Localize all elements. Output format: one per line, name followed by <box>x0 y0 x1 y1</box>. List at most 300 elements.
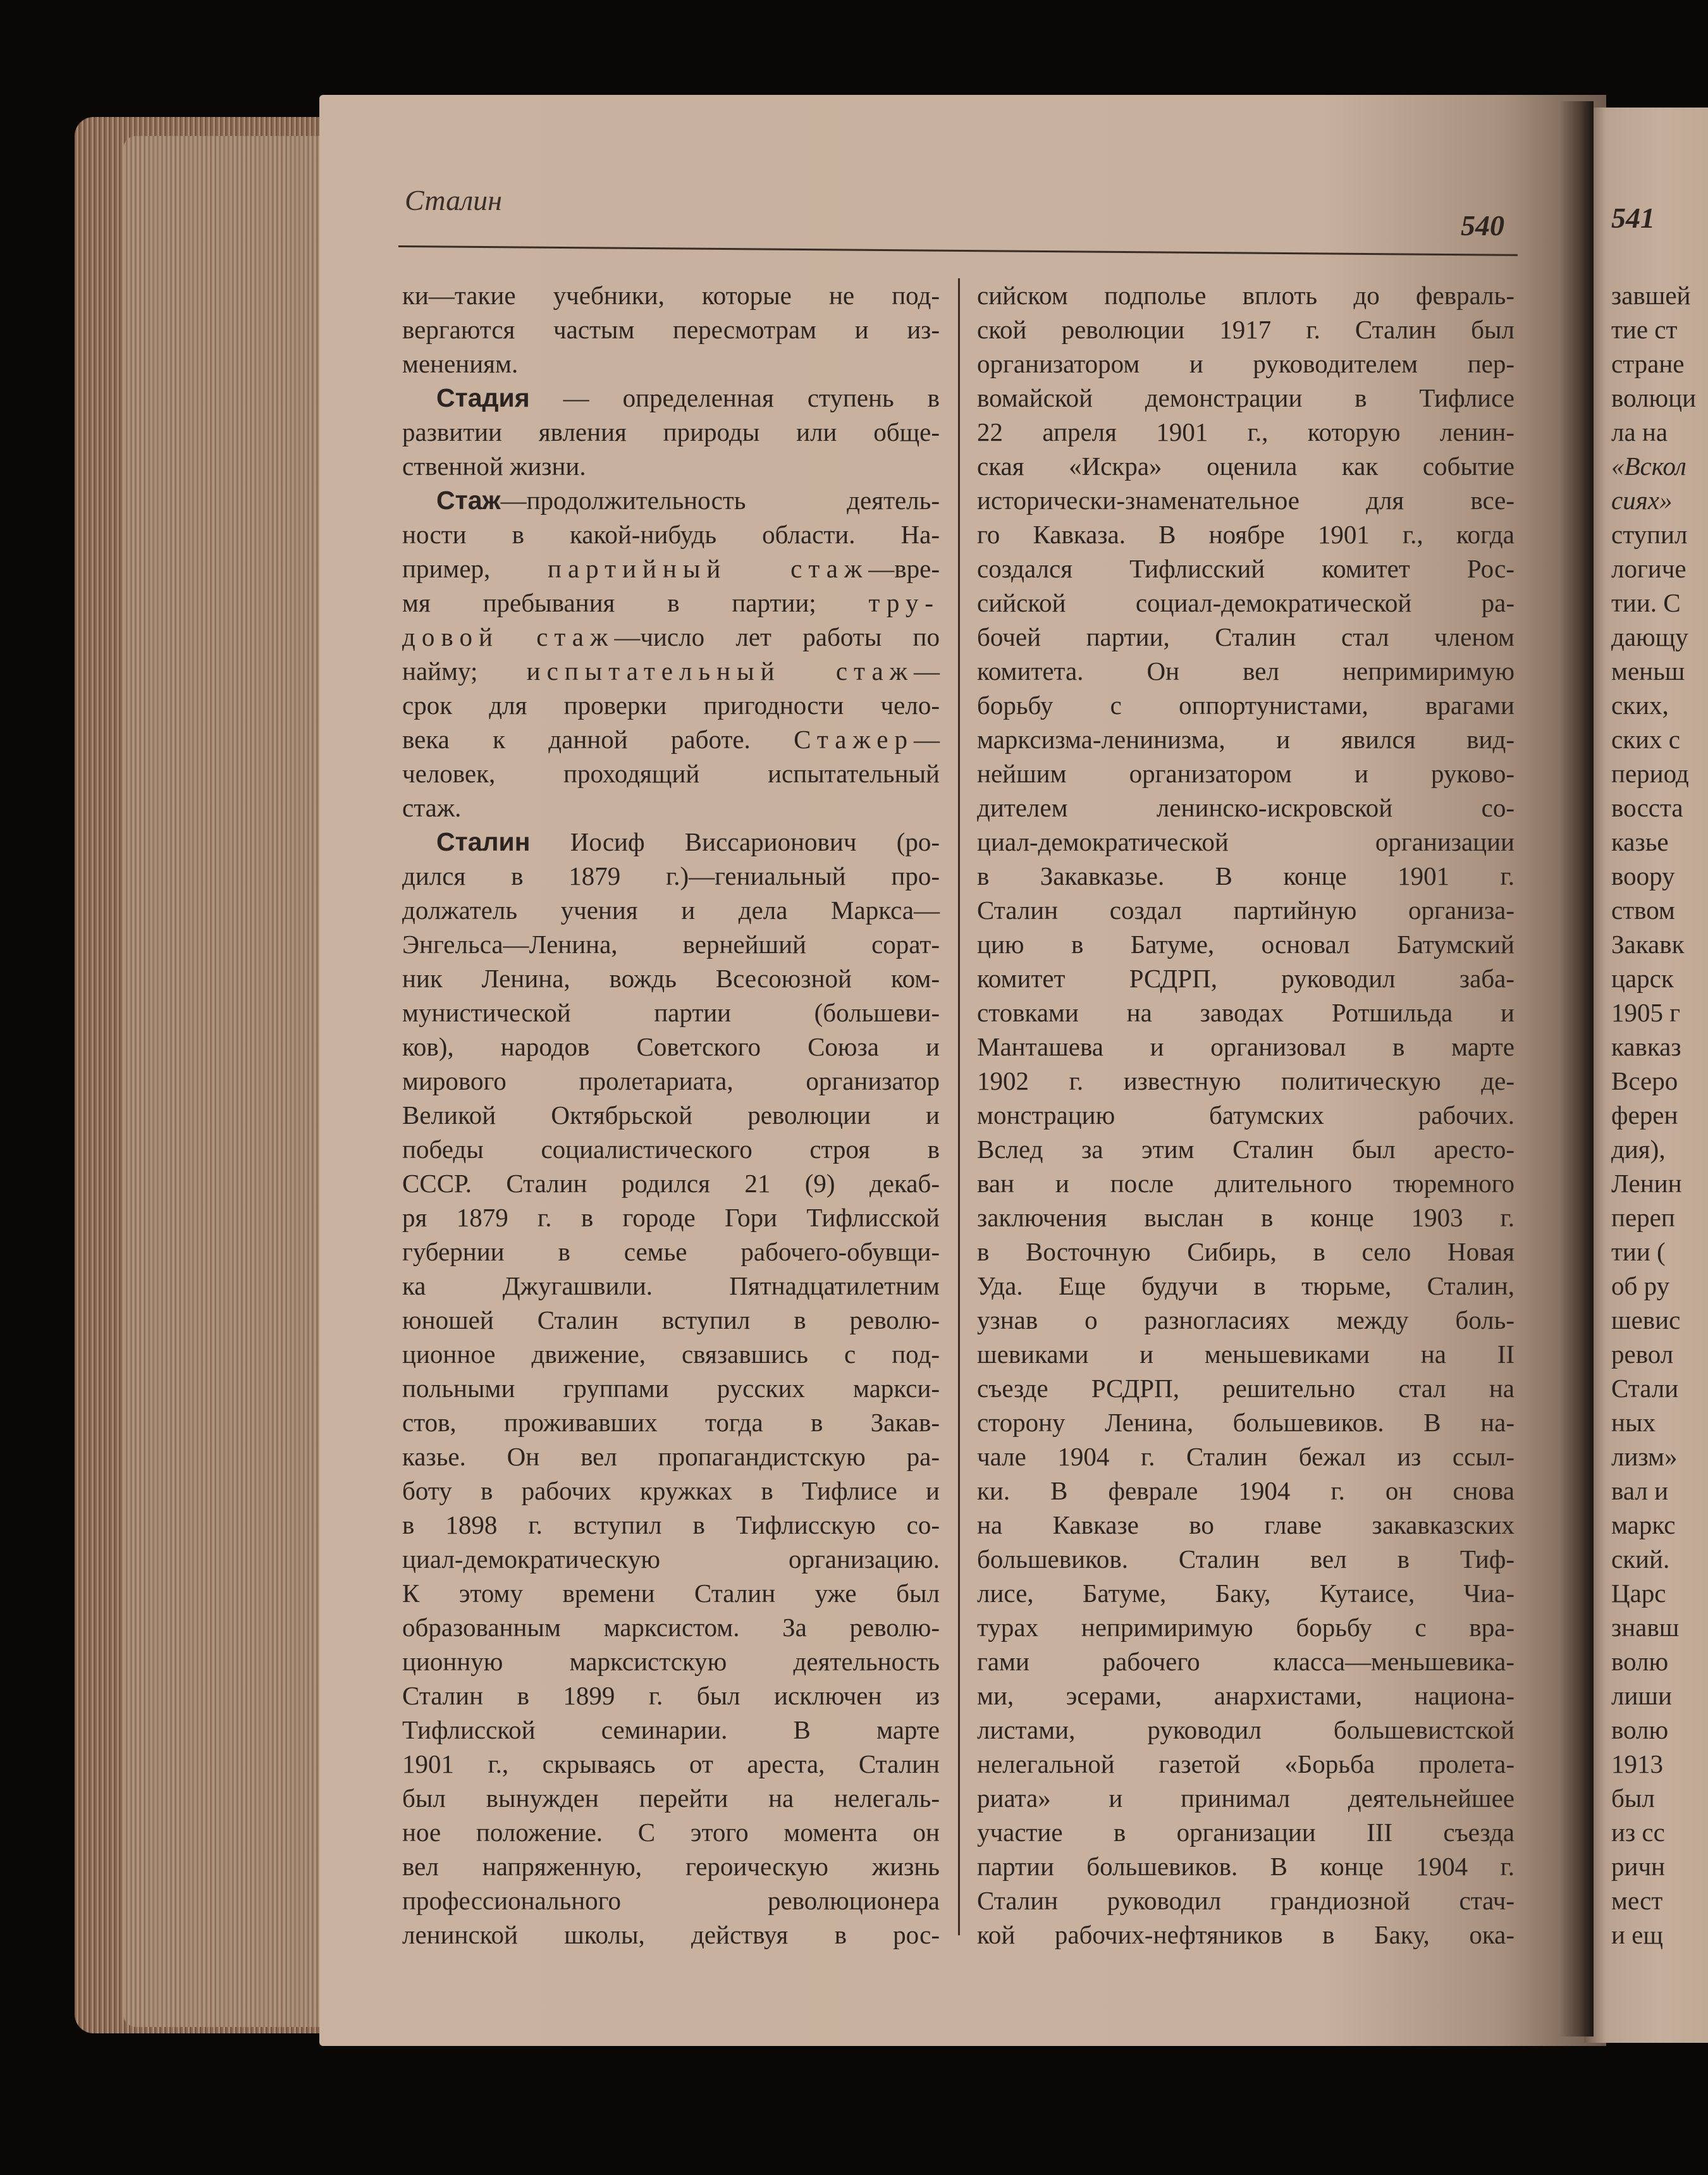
text-line <box>1611 1542 1706 1576</box>
column-rule <box>958 278 960 1935</box>
text-line <box>1611 517 1706 551</box>
text-line <box>402 859 940 893</box>
spaced-emphasis: Стажер <box>794 725 914 754</box>
line-text: ферен <box>1611 1100 1678 1130</box>
line-text: мя пребывания в партии; <box>402 588 869 617</box>
line-text: —вре- <box>868 554 940 583</box>
text-line <box>1611 1918 1706 1952</box>
line-text: риата» и принимал деятельнейшее <box>977 1784 1514 1813</box>
text-line <box>402 1371 940 1405</box>
line-text: ская «Искра» оценила как событие <box>977 452 1514 481</box>
text-line <box>977 1371 1514 1405</box>
line-text: в Закавказье. В конце 1901 г. <box>977 861 1514 890</box>
text-line <box>1611 381 1706 415</box>
text-line <box>977 961 1514 995</box>
text-line <box>402 756 940 791</box>
line-text: организатором и руководителем пер- <box>977 349 1514 378</box>
line-text: лизм» <box>1611 1442 1678 1471</box>
line-text: кой рабочих-нефтяников в Баку, ока- <box>977 1920 1514 1949</box>
line-text: съезде РСДРП, решительно стал на <box>977 1374 1514 1403</box>
line-text: на Кавказе во главе закавказских <box>977 1510 1514 1539</box>
line-text: Ленин <box>1611 1169 1682 1198</box>
line-text: сийском подполье вплоть до февраль- <box>977 281 1514 310</box>
line-text: ленинской школы, действуя в рос- <box>402 1920 940 1949</box>
text-line <box>402 483 940 517</box>
line-text: в 1898 г. вступил в Тифлисскую со- <box>402 1510 940 1539</box>
line-text: вомайской демонстрации в Тифлисе <box>977 383 1514 412</box>
line-text: создался Тифлисский комитет Рос- <box>977 554 1514 583</box>
text-line <box>402 1405 940 1439</box>
text-line <box>1611 1679 1706 1713</box>
line-text: волю <box>1611 1715 1669 1744</box>
line-text: партии большевиков. В конце 1904 г. <box>977 1852 1514 1881</box>
line-text: стовками на заводах Ротшильда и <box>977 998 1514 1027</box>
text-line <box>402 1713 940 1747</box>
line-text: нелегальной газетой «Борьба пролета- <box>977 1749 1514 1778</box>
text-line <box>1611 893 1706 927</box>
line-text: узнав о разногласиях между боль- <box>977 1305 1514 1334</box>
text-line <box>402 1098 940 1132</box>
text-line <box>977 1918 1514 1952</box>
text-line <box>402 1679 940 1713</box>
text-line <box>977 1405 1514 1439</box>
line-text: чале 1904 г. Сталин бежал из ссыл- <box>977 1442 1514 1471</box>
line-text: Сталин руководил грандиозной стач- <box>977 1886 1514 1915</box>
text-line <box>977 1644 1514 1679</box>
text-line <box>402 1439 940 1474</box>
entry-headword: Стадия <box>436 383 530 412</box>
text-line <box>977 586 1514 620</box>
line-text: комитета. Он вел непримиримую <box>977 656 1514 686</box>
text-line <box>977 1610 1514 1644</box>
line-text: ник Ленина, вождь Всесоюзной ком- <box>402 964 940 993</box>
text-line <box>402 1200 940 1235</box>
text-line <box>1611 1030 1706 1064</box>
line-text: мест <box>1611 1886 1663 1915</box>
text-line <box>977 1508 1514 1542</box>
line-text: Закавк <box>1611 930 1685 959</box>
line-text: ков), народов Советского Союза и <box>402 1032 940 1061</box>
text-line <box>977 1576 1514 1610</box>
line-text: участие в организации III съезда <box>977 1818 1514 1847</box>
line-text: го Кавказа. В ноябре 1901 г., когда <box>977 520 1514 549</box>
text-line <box>402 1747 940 1781</box>
text-line <box>977 1542 1514 1576</box>
text-line <box>977 825 1514 859</box>
line-text: и ещ <box>1611 1920 1663 1949</box>
text-line <box>1611 586 1706 620</box>
text-line <box>402 551 940 586</box>
line-text: образованным марксистом. За револю- <box>402 1613 940 1642</box>
line-text: «Вскол <box>1611 452 1686 481</box>
line-text: мунистической партии (большеви- <box>402 998 940 1027</box>
line-text: — <box>914 656 940 686</box>
line-text: пример, <box>402 554 548 583</box>
text-line <box>1611 415 1706 449</box>
line-text: ских с <box>1611 725 1681 754</box>
text-line <box>977 893 1514 927</box>
line-text: вергаются частым пересмотрам и из- <box>402 315 940 344</box>
line-text: Иосиф Виссарионович (ро- <box>530 827 940 856</box>
text-line <box>1611 449 1706 483</box>
text-line <box>1611 1269 1706 1303</box>
page-number-right: 541 <box>1611 202 1655 234</box>
text-line <box>402 415 940 449</box>
text-line <box>977 1269 1514 1303</box>
line-text: циал-демократической организации <box>977 827 1514 856</box>
line-text: волю <box>1611 1647 1669 1676</box>
line-text: ционную марксистскую деятельность <box>402 1647 940 1676</box>
text-line <box>402 278 940 312</box>
text-line <box>977 1713 1514 1747</box>
line-text: человек, проходящий испытательный <box>402 759 940 788</box>
line-text: сторону Ленина, большевиков. В на- <box>977 1408 1514 1437</box>
text-line <box>977 381 1514 415</box>
page-number-left: 540 <box>1461 209 1504 242</box>
line-text: губернии в семье рабочего-обувщи- <box>402 1237 940 1266</box>
line-text: Царс <box>1611 1579 1666 1608</box>
line-text: об ру <box>1611 1271 1670 1300</box>
line-text: ми, эсерами, анархистами, национа- <box>977 1681 1514 1710</box>
line-text: меньш <box>1611 656 1685 686</box>
text-line <box>1611 1371 1706 1405</box>
text-line <box>402 961 940 995</box>
text-line <box>977 1849 1514 1883</box>
text-line <box>1611 927 1706 961</box>
line-text: турах непримиримую борьбу с вра- <box>977 1613 1514 1642</box>
line-text: сиях» <box>1611 486 1673 515</box>
line-text: ки—такие учебники, которые не под- <box>402 281 940 310</box>
line-text: ности в какой-нибудь области. На- <box>402 520 940 549</box>
text-line <box>977 1747 1514 1781</box>
line-text: ский. <box>1611 1544 1670 1574</box>
text-line <box>402 825 940 859</box>
text-line <box>1611 1610 1706 1644</box>
line-text: ван и после длительного тюремного <box>977 1169 1514 1198</box>
text-line <box>1611 1200 1706 1235</box>
line-text: К этому времени Сталин уже был <box>402 1579 940 1608</box>
line-text: найму; <box>402 656 527 686</box>
line-text: маркс <box>1611 1510 1676 1539</box>
text-line <box>1611 1508 1706 1542</box>
line-text: 22 апреля 1901 г., которую ленин- <box>977 417 1514 447</box>
text-line <box>977 654 1514 688</box>
line-text: циал-демократическую организацию. <box>402 1544 940 1574</box>
text-line <box>977 1883 1514 1918</box>
line-text: вел напряженную, героическую жизнь <box>402 1852 940 1881</box>
text-line <box>977 347 1514 381</box>
line-text: комитет РСДРП, руководил заба- <box>977 964 1514 993</box>
line-text: срок для проверки пригодности чело- <box>402 691 940 720</box>
text-line <box>402 1610 940 1644</box>
line-text: гами рабочего класса—меньшевика- <box>977 1647 1514 1676</box>
line-text: —число лет работы по <box>614 622 940 651</box>
line-text: ки. В феврале 1904 г. он снова <box>977 1476 1514 1505</box>
line-text: — определенная ступень в <box>529 383 940 412</box>
text-line <box>977 1439 1514 1474</box>
text-line <box>977 1098 1514 1132</box>
line-text: борьбу с оппортунистами, врагами <box>977 691 1514 720</box>
text-line <box>977 995 1514 1030</box>
line-text: дия), <box>1611 1135 1666 1164</box>
line-text: дился в 1879 г.)—гениальный про- <box>402 861 940 890</box>
text-line <box>402 1269 940 1303</box>
text-line <box>402 1542 940 1576</box>
text-line <box>977 1166 1514 1200</box>
text-line <box>1611 1781 1706 1815</box>
text-line <box>1611 1474 1706 1508</box>
text-line <box>977 620 1514 654</box>
book-gutter <box>1559 101 1594 2036</box>
line-text: нейшим организатором и руково- <box>977 759 1514 788</box>
text-line <box>402 620 940 654</box>
text-line <box>402 1883 940 1918</box>
line-text: лиши <box>1611 1681 1672 1710</box>
line-text: Сталин создал партийную организа- <box>977 896 1514 925</box>
line-text: ской революции 1917 г. Сталин был <box>977 315 1514 344</box>
text-line <box>1611 1166 1706 1200</box>
line-text: исторически-знаменательное для все- <box>977 486 1514 515</box>
text-line <box>402 312 940 347</box>
text-line <box>1611 1132 1706 1166</box>
text-line <box>1611 1883 1706 1918</box>
text-line <box>402 1132 940 1166</box>
left-column <box>402 278 940 1952</box>
line-text: Манташева и организовал в марте <box>977 1032 1514 1061</box>
line-text: ка Джугашвили. Пятнадцатилетним <box>402 1271 940 1300</box>
text-line <box>1611 825 1706 859</box>
line-text: Стали <box>1611 1374 1679 1403</box>
text-line <box>1611 1644 1706 1679</box>
text-line <box>402 1166 940 1200</box>
text-line <box>977 1815 1514 1849</box>
text-line <box>402 995 940 1030</box>
text-line <box>977 1030 1514 1064</box>
text-line <box>977 483 1514 517</box>
text-line <box>977 722 1514 756</box>
line-text: восста <box>1611 793 1683 822</box>
line-text: период <box>1611 759 1689 788</box>
text-line <box>402 586 940 620</box>
text-line <box>977 859 1514 893</box>
text-line <box>402 1781 940 1815</box>
line-text: волюци <box>1611 383 1697 412</box>
text-line <box>977 1200 1514 1235</box>
line-text: большевиков. Сталин вел в Тиф- <box>977 1544 1514 1574</box>
text-line <box>402 1030 940 1064</box>
spaced-emphasis: тру- <box>868 588 940 617</box>
text-line <box>402 791 940 825</box>
text-line <box>977 1064 1514 1098</box>
text-line <box>1611 1064 1706 1098</box>
line-text: боту в рабочих кружках в Тифлисе и <box>402 1476 940 1505</box>
line-text: марксизма-ленинизма, и явился вид- <box>977 725 1514 754</box>
line-text: мирового пролетариата, организатор <box>402 1066 940 1095</box>
spaced-emphasis: довой стаж <box>402 622 615 651</box>
line-text: из сс <box>1611 1818 1665 1847</box>
line-text: был вынужден перейти на нелегаль- <box>402 1784 940 1813</box>
text-line <box>402 1815 940 1849</box>
text-line <box>402 1303 940 1337</box>
line-text: — <box>914 725 940 754</box>
line-text: века к данной работе. <box>402 725 794 754</box>
line-text: логиче <box>1611 554 1686 583</box>
text-line <box>402 1474 940 1508</box>
line-text: 1902 г. известную политическую де- <box>977 1066 1514 1095</box>
line-text: профессионального революционера <box>402 1886 940 1915</box>
line-text: сийской социал-демократической ра- <box>977 588 1514 617</box>
line-text: воору <box>1611 861 1675 890</box>
right-column-partial <box>1611 278 1706 1952</box>
line-text: Сталин в 1899 г. был исключен из <box>402 1681 940 1710</box>
text-line <box>1611 1439 1706 1474</box>
text-line <box>402 1235 940 1269</box>
line-text: вал и <box>1611 1476 1669 1505</box>
text-line <box>1611 347 1706 381</box>
text-line <box>1611 551 1706 586</box>
line-text: заключения выслан в конце 1903 г. <box>977 1203 1514 1232</box>
text-line <box>402 1337 940 1371</box>
text-line <box>1611 278 1706 312</box>
line-text: тие ст <box>1611 315 1678 344</box>
text-line <box>402 1576 940 1610</box>
line-text: —продолжительность деятель- <box>500 486 940 515</box>
line-text: револ <box>1611 1340 1674 1369</box>
running-head: Сталин <box>405 184 502 216</box>
text-line <box>402 688 940 722</box>
text-line <box>1611 1849 1706 1883</box>
line-text: победы социалистического строя в <box>402 1135 940 1164</box>
line-text: должатель учения и дела Маркса— <box>402 896 940 925</box>
line-text: ных <box>1611 1408 1656 1437</box>
line-text: стране <box>1611 349 1685 378</box>
line-text: стов, проживавших тогда в Закав- <box>402 1408 940 1437</box>
text-line <box>1611 483 1706 517</box>
line-text: дителем ленинско-искровской со- <box>977 793 1514 822</box>
middle-column <box>977 278 1514 1952</box>
line-text: 1913 <box>1611 1749 1663 1778</box>
text-line <box>977 312 1514 347</box>
text-line <box>977 1679 1514 1713</box>
text-line <box>977 1781 1514 1815</box>
text-line <box>402 347 940 381</box>
text-line <box>1611 1337 1706 1371</box>
text-line <box>1611 654 1706 688</box>
text-line <box>1611 961 1706 995</box>
text-line <box>402 1849 940 1883</box>
text-line <box>1611 756 1706 791</box>
line-text: 1901 г., скрываясь от ареста, Сталин <box>402 1749 940 1778</box>
text-line <box>1611 859 1706 893</box>
text-line <box>402 722 940 756</box>
text-line <box>1611 688 1706 722</box>
line-text: казье <box>1611 827 1669 856</box>
line-text: завшей <box>1611 281 1691 310</box>
line-text: царск <box>1611 964 1674 993</box>
text-line <box>977 449 1514 483</box>
line-text: юношей Сталин вступил в револю- <box>402 1305 940 1334</box>
text-line <box>1611 620 1706 654</box>
text-line <box>977 1337 1514 1371</box>
text-line <box>977 1303 1514 1337</box>
text-line <box>402 449 940 483</box>
line-text: в Восточную Сибирь, в село Новая <box>977 1237 1514 1266</box>
line-text: СССР. Сталин родился 21 (9) декаб- <box>402 1169 940 1198</box>
line-text: ря 1879 г. в городе Гори Тифлисской <box>402 1203 940 1232</box>
line-text: тии ( <box>1611 1237 1666 1266</box>
text-line <box>977 1474 1514 1508</box>
spaced-emphasis: испытательный стаж <box>526 656 914 686</box>
line-text: бочей партии, Сталин стал членом <box>977 622 1514 651</box>
line-text: переп <box>1611 1203 1675 1232</box>
text-line <box>977 415 1514 449</box>
text-line <box>1611 722 1706 756</box>
line-text: ное положение. С этого момента он <box>402 1818 940 1847</box>
text-line <box>977 756 1514 791</box>
spaced-emphasis: партийный стаж <box>548 554 869 583</box>
text-line <box>402 1508 940 1542</box>
text-line <box>977 688 1514 722</box>
text-line <box>977 551 1514 586</box>
line-text: Энгельса—Ленина, вернейший сорат- <box>402 930 940 959</box>
line-text: знавш <box>1611 1613 1680 1642</box>
line-text: Уда. Еще будучи в тюрьме, Сталин, <box>977 1271 1514 1300</box>
text-line <box>402 1918 940 1952</box>
text-line <box>1611 1747 1706 1781</box>
text-line <box>1611 312 1706 347</box>
line-text: цию в Батуме, основал Батумский <box>977 930 1514 959</box>
line-text: менениям. <box>402 349 519 378</box>
line-text: шевиками и меньшевиками на II <box>977 1340 1514 1369</box>
line-text: Тифлисской семинарии. В марте <box>402 1715 940 1744</box>
text-line <box>402 381 940 415</box>
text-line <box>402 1064 940 1098</box>
text-line <box>1611 1098 1706 1132</box>
text-line <box>1611 1405 1706 1439</box>
line-text: развитии явления природы или обще- <box>402 417 940 447</box>
text-line <box>1611 1303 1706 1337</box>
line-text: Вслед за этим Сталин был аресто- <box>977 1135 1514 1164</box>
line-text: казье. Он вел пропагандистскую ра- <box>402 1442 940 1471</box>
line-text: был <box>1611 1784 1655 1813</box>
entry-headword: Стаж <box>436 486 501 515</box>
text-line <box>402 517 940 551</box>
text-line <box>402 893 940 927</box>
line-text: ционное движение, связавшись с под- <box>402 1340 940 1369</box>
text-line <box>1611 995 1706 1030</box>
text-line <box>977 927 1514 961</box>
line-text: шевис <box>1611 1305 1681 1334</box>
text-line <box>1611 1815 1706 1849</box>
line-text: тии. С <box>1611 588 1681 617</box>
line-text: ла на <box>1611 417 1668 447</box>
line-text: стаж. <box>402 793 462 822</box>
text-line <box>977 791 1514 825</box>
text-line <box>977 517 1514 551</box>
line-text: ственной жизни. <box>402 452 586 481</box>
text-line <box>977 1132 1514 1166</box>
text-line <box>1611 1713 1706 1747</box>
line-text: ричн <box>1611 1852 1666 1881</box>
text-line <box>1611 791 1706 825</box>
text-line <box>1611 1235 1706 1269</box>
text-line <box>977 1235 1514 1269</box>
page-edges-inner <box>123 136 332 2027</box>
line-text: Великой Октябрьской революции и <box>402 1100 940 1130</box>
text-line <box>1611 1576 1706 1610</box>
line-text: кавказ <box>1611 1032 1681 1061</box>
line-text: лисе, Батуме, Баку, Кутаисе, Чиа- <box>977 1579 1514 1608</box>
